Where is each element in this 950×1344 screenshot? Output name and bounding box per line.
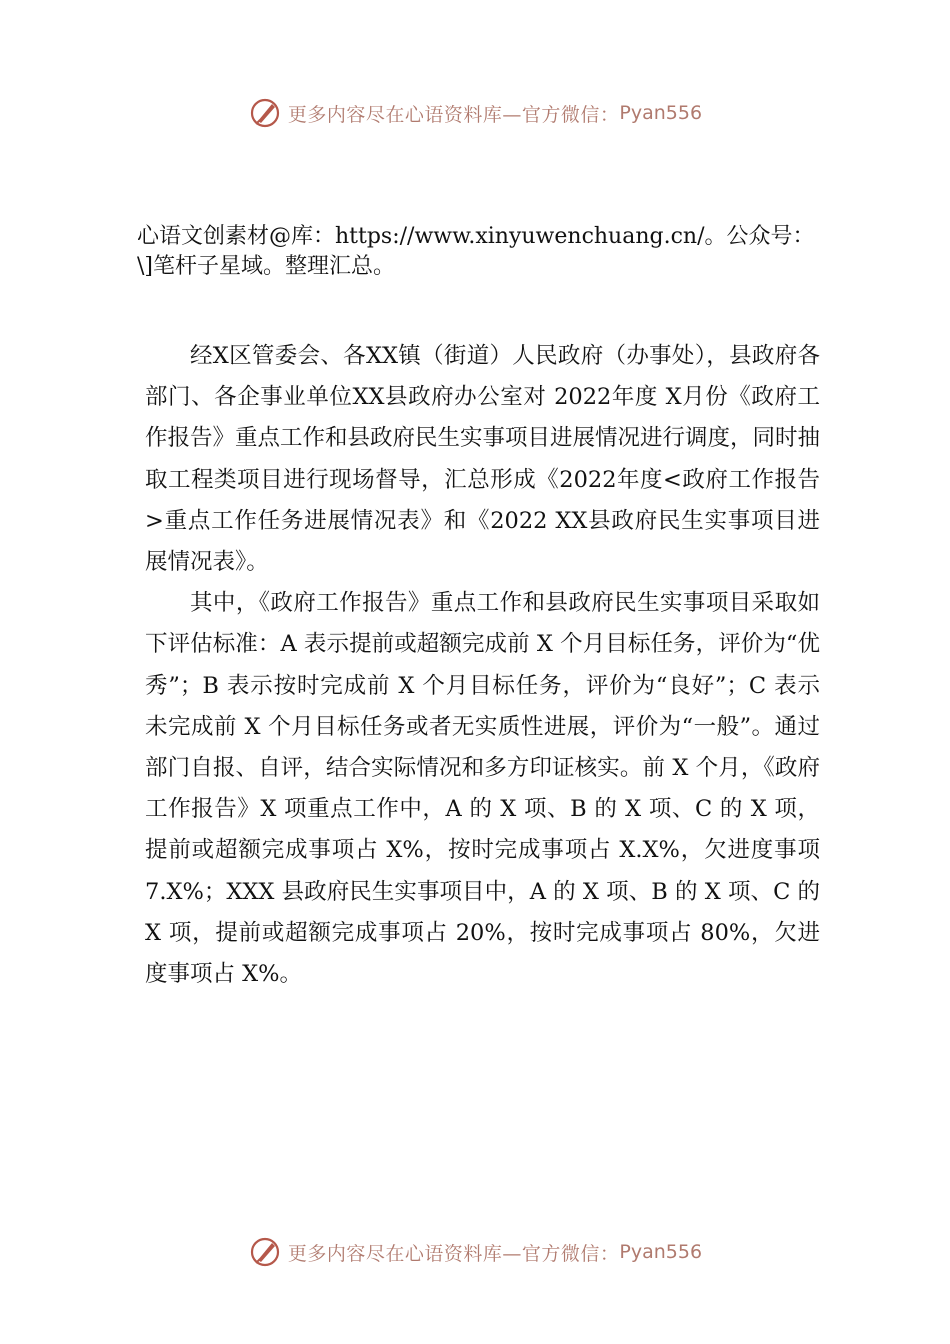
paragraph: 经X区管委会、各XX镇（街道）人民政府（办事处），县政府各部门、各企事业单位XX县政府办公室对 2022年度 X月份《政府工作报告》重点工作和县政府民生实事项目进展情况进行调度，同时抽取工程类项目进行现场督导，汇总形成《2022年度<政府工作报告>重点工作任务进展情况表》和《2022 XX县政府民生实事项目进展情况表》。 — [145, 343, 821, 576]
quill-pen-logo-icon — [248, 1235, 282, 1269]
quill-pen-logo-icon — [248, 96, 282, 130]
banner-text: 更多内容尽在心语资料库—官方微信： — [287, 1242, 620, 1265]
banner-text: 更多内容尽在心语资料库—官方微信： — [287, 103, 620, 126]
source-note: 心语文创素材@库：https://www.xinyuwenchuang.cn/。公众号：\]笔杆子星域。整理汇总。 — [137, 224, 815, 279]
footer-banner — [0, 1232, 950, 1272]
document-body — [145, 336, 820, 995]
banner-wechat-id: Pyan556 — [619, 1241, 703, 1263]
header-banner — [0, 93, 950, 133]
banner-wechat-id: Pyan556 — [619, 102, 703, 124]
paragraph: 其中，《政府工作报告》重点工作和县政府民生实事项目采取如下评估标准：A 表示提前或超额完成前 X 个月目标任务，评价为“优秀”；B 表示按时完成前 X 个月目标任务，评价为“良好”；C 表示未完成前 X 个月目标任务或者无实质性进展，评价为“一般”。通过部门自报、自评，结合实际情况和多方印证核实。前 X 个月，《政府工作报告》X 项重点工作中，A 的 X 项、B 的 X 项、C 的 X 项，提前或超额完成事项占 X%，按时完成事项占 X.X%，欠进度事项 7.X%；XXX 县政府民生实事项目中，A 的 X 项、B 的 X 项、C 的 X 项，提前或超额完成事项占 20%，按时完成事项占 80%，欠进度事项占 X%。 — [145, 590, 820, 988]
